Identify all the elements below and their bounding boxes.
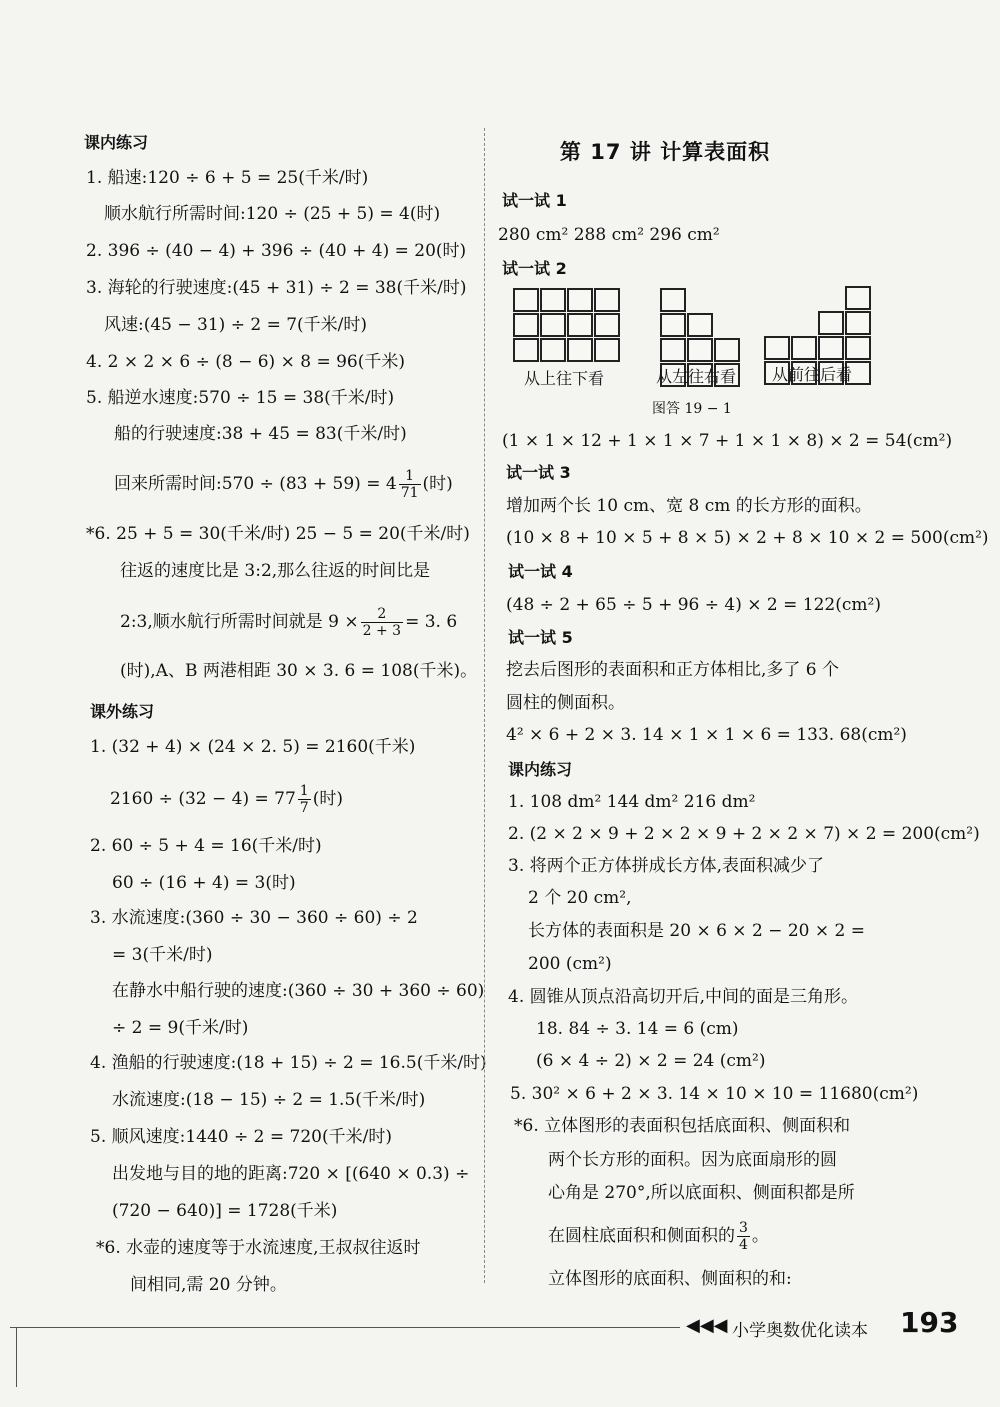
answer-line: 1. 船速:120 ÷ 6 + 5 = 25(千米/时)	[86, 168, 369, 188]
grid-cell	[540, 288, 566, 312]
page-number: 193	[900, 1306, 959, 1339]
answer-line: 出发地与目的地的距离:720 × [(640 × 0.3) ÷	[112, 1164, 470, 1184]
grid-cell	[567, 313, 593, 337]
fraction-denominator: 2 + 3	[362, 623, 402, 639]
answer-line: *6. 25 + 5 = 30(千米/时) 25 − 5 = 20(千米/时)	[86, 524, 470, 544]
answer-line: (48 ÷ 2 + 65 ÷ 5 + 96 ÷ 4) × 2 = 122(cm²)	[506, 595, 881, 615]
answer-line: (10 × 8 + 10 × 5 + 8 × 5) × 2 + 8 × 10 × 2 = 500(cm²)	[506, 528, 989, 548]
answer-line: 4. 圆锥从顶点沿高切开后,中间的面是三角形。	[508, 987, 859, 1007]
answer-line: 4. 渔船的行驶速度:(18 + 15) ÷ 2 = 16.5(千米/时)	[90, 1053, 487, 1073]
fraction-denominator: 4	[739, 1237, 748, 1253]
margin-rule	[16, 1327, 17, 1387]
answer-line: 2 个 20 cm²,	[528, 888, 632, 908]
section-heading-try2: 试一试 2	[502, 259, 567, 278]
section-heading-in-class-right: 课内练习	[508, 760, 573, 779]
answer-text: (时)	[312, 789, 343, 809]
grid-cell	[513, 313, 539, 337]
column-divider	[484, 128, 485, 1283]
answer-text: = 3. 6	[405, 612, 458, 632]
answer-line-with-fraction	[110, 783, 343, 816]
answer-line: 5. 顺风速度:1440 ÷ 2 = 720(千米/时)	[90, 1127, 392, 1147]
answer-line: ÷ 2 = 9(千米/时)	[112, 1018, 249, 1038]
figure-caption: 图答 19 − 1	[652, 401, 732, 417]
answer-line: 280 cm² 288 cm² 296 cm²	[498, 225, 720, 245]
section-heading-extra: 课外练习	[90, 702, 155, 721]
grid-cell	[513, 338, 539, 362]
answer-line: 60 ÷ (16 + 4) = 3(时)	[112, 873, 296, 893]
answer-line: 心角是 270°,所以底面积、侧面积都是所	[548, 1183, 855, 1203]
answer-line: 间相同,需 20 分钟。	[130, 1275, 287, 1295]
grid-cell	[660, 313, 686, 337]
answer-line: 3. 水流速度:(360 ÷ 30 − 360 ÷ 60) ÷ 2	[90, 908, 418, 928]
grid-cell	[594, 313, 620, 337]
grid-cell	[540, 338, 566, 362]
fraction	[298, 783, 311, 816]
section-heading-try1: 试一试 1	[502, 191, 567, 210]
grid-cell	[818, 311, 844, 335]
answer-line: 圆柱的侧面积。	[506, 693, 625, 713]
chapter-title: 第 17 讲 计算表面积	[559, 140, 771, 164]
view-label-front: 从前往后看	[772, 365, 853, 384]
answer-line: 2. 396 ÷ (40 − 4) + 396 ÷ (40 + 4) = 20(时)	[86, 241, 467, 261]
answer-text: (时)	[422, 474, 453, 494]
fraction-denominator: 71	[400, 485, 419, 501]
grid-cell	[660, 338, 686, 362]
grid-cell	[714, 338, 740, 362]
grid-cell	[818, 336, 844, 360]
answer-line-with-fraction	[548, 1220, 769, 1253]
grid-cell	[845, 311, 871, 335]
answer-line: 风速:(45 − 31) ÷ 2 = 7(千米/时)	[104, 315, 368, 335]
answer-text: 回来所需时间:570 ÷ (83 + 59) = 4	[114, 474, 397, 494]
grid-cell	[660, 288, 686, 312]
answer-line: 1. 108 dm² 144 dm² 216 dm²	[508, 792, 756, 812]
answer-text: 2160 ÷ (32 − 4) = 77	[110, 789, 296, 809]
grid-cell	[845, 336, 871, 360]
grid-cell	[540, 313, 566, 337]
fraction	[399, 468, 421, 501]
answer-line: 2. 60 ÷ 5 + 4 = 16(千米/时)	[90, 836, 322, 856]
fraction-numerator: 1	[299, 783, 309, 799]
answer-text: 。	[751, 1226, 769, 1246]
answer-line: 3. 海轮的行驶速度:(45 + 31) ÷ 2 = 38(千米/时)	[86, 278, 467, 298]
answer-line: 船的行驶速度:38 + 45 = 83(千米/时)	[114, 424, 407, 444]
section-heading-in-class: 课内练习	[84, 133, 149, 152]
answer-line: 长方体的表面积是 20 × 6 × 2 − 20 × 2 =	[528, 921, 865, 941]
answer-line: *6. 水壶的速度等于水流速度,王叔叔往返时	[96, 1238, 421, 1258]
answer-line: 4² × 6 + 2 × 3. 14 × 1 × 1 × 6 = 133. 68(cm²)	[506, 725, 907, 745]
answer-text: 2:3,顺水航行所需时间就是 9 ×	[120, 612, 359, 632]
section-heading-try3: 试一试 3	[506, 463, 571, 482]
answer-text: 在圆柱底面积和侧面积的	[548, 1226, 735, 1246]
answer-line: (1 × 1 × 12 + 1 × 1 × 7 + 1 × 1 × 8) × 2 = 54(cm²)	[502, 431, 953, 451]
fraction-numerator: 3	[739, 1220, 748, 1236]
answer-line: 4. 2 × 2 × 6 ÷ (8 − 6) × 8 = 96(千米)	[86, 352, 405, 372]
answer-line-with-fraction	[114, 468, 453, 501]
answer-line: 往返的速度比是 3:2,那么往返的时间比是	[120, 561, 431, 581]
answer-line: 顺水航行所需时间:120 ÷ (25 + 5) = 4(时)	[104, 204, 441, 224]
answer-line: 5. 30² × 6 + 2 × 3. 14 × 10 × 10 = 11680(cm²)	[510, 1084, 919, 1104]
grid-cell	[513, 288, 539, 312]
grid-cell	[687, 313, 713, 337]
answer-line: 5. 船逆水速度:570 ÷ 15 = 38(千米/时)	[86, 388, 395, 408]
answer-line: (6 × 4 ÷ 2) × 2 = 24 (cm²)	[536, 1051, 766, 1071]
answer-line: (时),A、B 两港相距 30 × 3. 6 = 108(千米)。	[120, 661, 478, 681]
left-column	[0, 0, 487, 1300]
answer-line: *6. 立体图形的表面积包括底面积、侧面积和	[514, 1116, 851, 1136]
answer-line: 200 (cm²)	[528, 954, 612, 974]
grid-cell	[567, 338, 593, 362]
answer-line: 在静水中船行驶的速度:(360 ÷ 30 + 360 ÷ 60)	[112, 981, 485, 1001]
answer-line: 两个长方形的面积。因为底面扇形的圆	[548, 1150, 837, 1170]
section-heading-try5: 试一试 5	[508, 628, 573, 647]
footer-arrows-icon: ◀◀◀	[686, 1315, 728, 1336]
answer-line: (720 − 640)] = 1728(千米)	[112, 1201, 338, 1221]
fraction	[737, 1220, 750, 1253]
answer-line: 增加两个长 10 cm、宽 8 cm 的长方形的面积。	[506, 496, 872, 516]
answer-line: 挖去后图形的表面积和正方体相比,多了 6 个	[506, 660, 840, 680]
answer-line: = 3(千米/时)	[112, 945, 213, 965]
grid-cell	[791, 336, 817, 360]
section-heading-try4: 试一试 4	[508, 562, 573, 581]
answer-line: 3. 将两个正方体拼成长方体,表面积减少了	[508, 856, 825, 876]
answer-line-with-fraction	[120, 606, 457, 639]
footer-rule	[10, 1327, 680, 1328]
view-label-top: 从上往下看	[524, 369, 605, 388]
grid-cell	[567, 288, 593, 312]
answer-line: 水流速度:(18 − 15) ÷ 2 = 1.5(千米/时)	[112, 1090, 426, 1110]
fraction	[361, 606, 403, 639]
answer-line: 2. (2 × 2 × 9 + 2 × 2 × 9 + 2 × 2 × 7) × 2 = 200(cm²)	[508, 824, 980, 844]
answer-line: 立体图形的底面积、侧面积的和:	[548, 1269, 792, 1289]
grid-cell	[845, 286, 871, 310]
answer-line: 18. 84 ÷ 3. 14 = 6 (cm)	[536, 1019, 739, 1039]
grid-cell	[594, 338, 620, 362]
fraction-numerator: 2	[361, 606, 403, 623]
grid-cell	[687, 338, 713, 362]
fraction-numerator: 1	[399, 468, 421, 485]
grid-cell	[594, 288, 620, 312]
grid-cell	[764, 336, 790, 360]
view-label-left: 从左往右看	[656, 367, 737, 386]
fraction-denominator: 7	[299, 800, 309, 816]
footer-book-title: 小学奥数优化读本	[732, 1321, 868, 1341]
answer-line: 1. (32 + 4) × (24 × 2. 5) = 2160(千米)	[90, 737, 416, 757]
